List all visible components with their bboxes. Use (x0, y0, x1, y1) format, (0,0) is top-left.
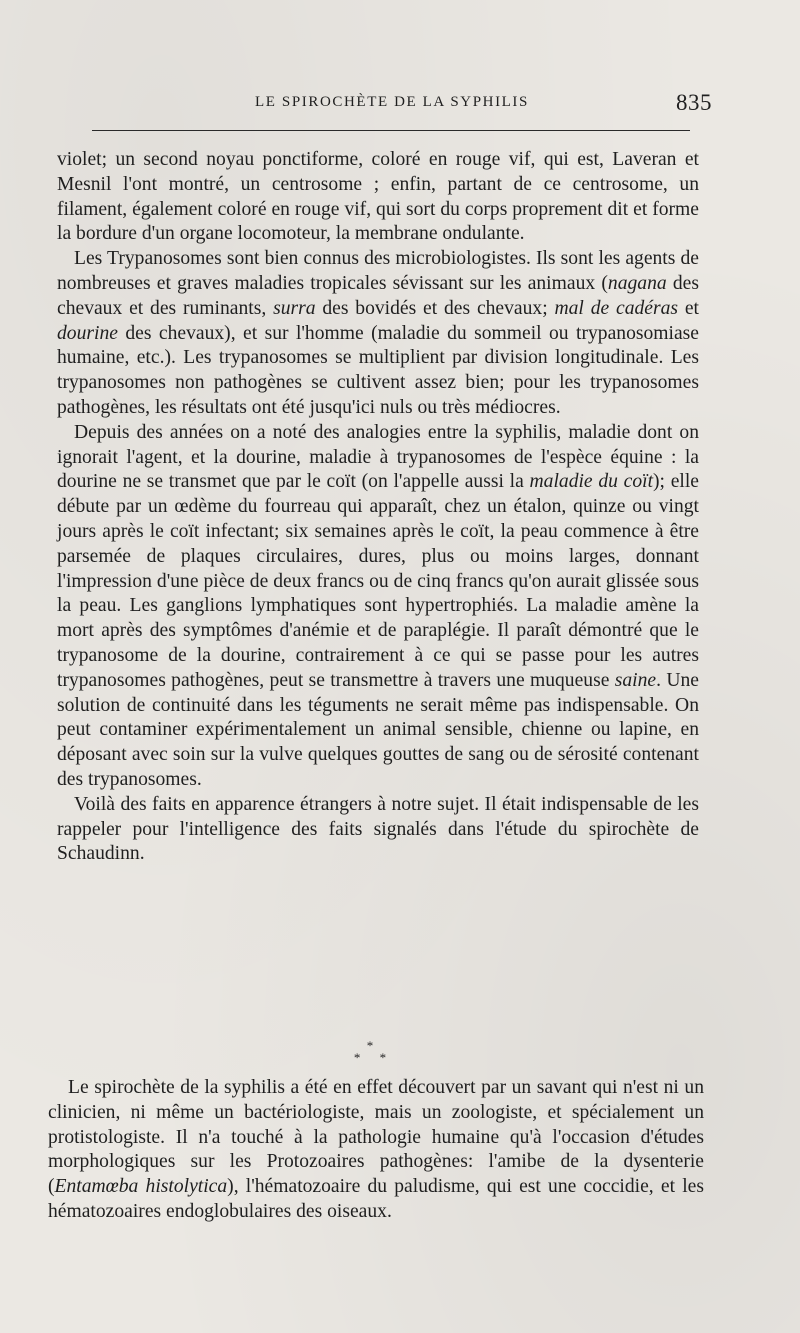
p3-italic-maladie-du-coit: maladie du coït (529, 471, 654, 493)
running-title: LE SPIROCHÈTE DE LA SYPHILIS (255, 94, 529, 110)
section-separator (0, 1040, 740, 1064)
paragraph-1: violet; un second noyau ponctiforme, coloré en rouge vif, qui est, Laveran et Mesnil l'ont montré, un centrosome ; enfin, partant de ce centrosome, un filament, également coloré en rouge vif, qui sort du corps proprement dit et forme la bordure d'un organe locomoteur, la membrane ondulante. (57, 149, 699, 245)
p5-text-1: Le spirochète de la syphilis a été en effet découvert par un savant qui n'est ni un clinicien, ni même un bactériologiste, mais un zoologiste, et spécialement un protistologiste. Il n'a touché à la pathologie humaine qu'à l'occasion d'études morphologiques sur les Protozoaires pathogènes: l'amibe de la dysenterie ( (48, 1077, 704, 1198)
p3-text-2: ); elle débute par un œdème du fourreau qui apparaît, chez un étalon, quinze ou vingt jours après le coït infectant; six semaines après le coït, la peau commence à être parsemée de plaques circulaires, dures, plus ou moins larges, donnant l'impression d'une pièce de deux francs ou de cinq francs qu'on aurait glissée sous la peau. Les ganglions lymphatiques sont hypertrophiés. La maladie amène la mort après des symptômes d'anémie et de paraplégie. Il paraît démontré que le trypanosome de la dourine, contrairement à ce qui se passe pour les autres trypanosomes pathogènes, peut se transmettre à travers une muqueuse (57, 471, 699, 691)
body-text-second-section (48, 1076, 704, 1225)
p3-italic-saine: saine (614, 669, 657, 691)
p5-italic-entamoeba: Entamœba histolytica (54, 1176, 228, 1198)
p2-text-1: Les Trypanosomes sont bien connus des microbiologistes. Ils sont les agents de nombreuses et graves maladies tropicales sévissant sur les animaux ( (57, 248, 699, 294)
header-rule (92, 130, 690, 131)
separator-star-top: * (366, 1038, 374, 1053)
p3-text-1: Depuis des années on a noté des analogies entre la syphilis, maladie dont on ignorait l'agent, et la dourine, maladie à trypanosomes de l'espèce équine : la dourine ne se transmet que par le coït (on l'appelle aussi la (57, 421, 699, 493)
p5-text-2: ), l'hématozoaire du paludisme, qui est une coccidie, et les hématozoaires endoglobulaires des oiseaux. (48, 1176, 704, 1222)
p2-text-2: des chevaux et des ruminants, (57, 272, 699, 319)
p2-text-3: des bovidés et des chevaux; (315, 297, 555, 319)
p2-italic-surra: surra (273, 297, 316, 319)
page-number: 835 (676, 90, 712, 115)
body-text (57, 148, 699, 867)
p3-text-3: . Une solution de continuité dans les téguments ne serait même pas indispensable. On peut contaminer expérimentalement un animal sensible, chienne ou lapine, en déposant avec soin sur la vulve quelques gouttes de sang ou de sérosité contenant des trypanosomes. (57, 669, 699, 790)
separator-star-bottom: * * (353, 1050, 395, 1065)
p2-italic-mal-de-caderas: mal de cadéras (554, 297, 679, 319)
p2-italic-dourine: dourine (57, 322, 118, 344)
paragraph-2 (57, 247, 699, 421)
p2-italic-nagana: nagana (607, 272, 667, 294)
p2-text-5: des chevaux), et sur l'homme (maladie du sommeil ou trypanosomiase humaine, etc.). Les trypanosomes se multiplient par division longitudinale. Les trypanosomes non pathogènes se cultivent assez bien; pour les trypanosomes pathogènes, les résultats ont été jusqu'ici nuls ou très médiocres. (57, 322, 699, 418)
paragraph-3 (57, 421, 699, 793)
p2-text-4: et (678, 297, 699, 319)
paragraph-5 (48, 1076, 704, 1225)
running-head (62, 92, 710, 120)
paragraph-4: Voilà des faits en apparence étrangers à notre sujet. Il était indispensable de les rappeler pour l'intelligence des faits signalés dans l'étude du spirochète de Schaudinn. (57, 793, 699, 865)
